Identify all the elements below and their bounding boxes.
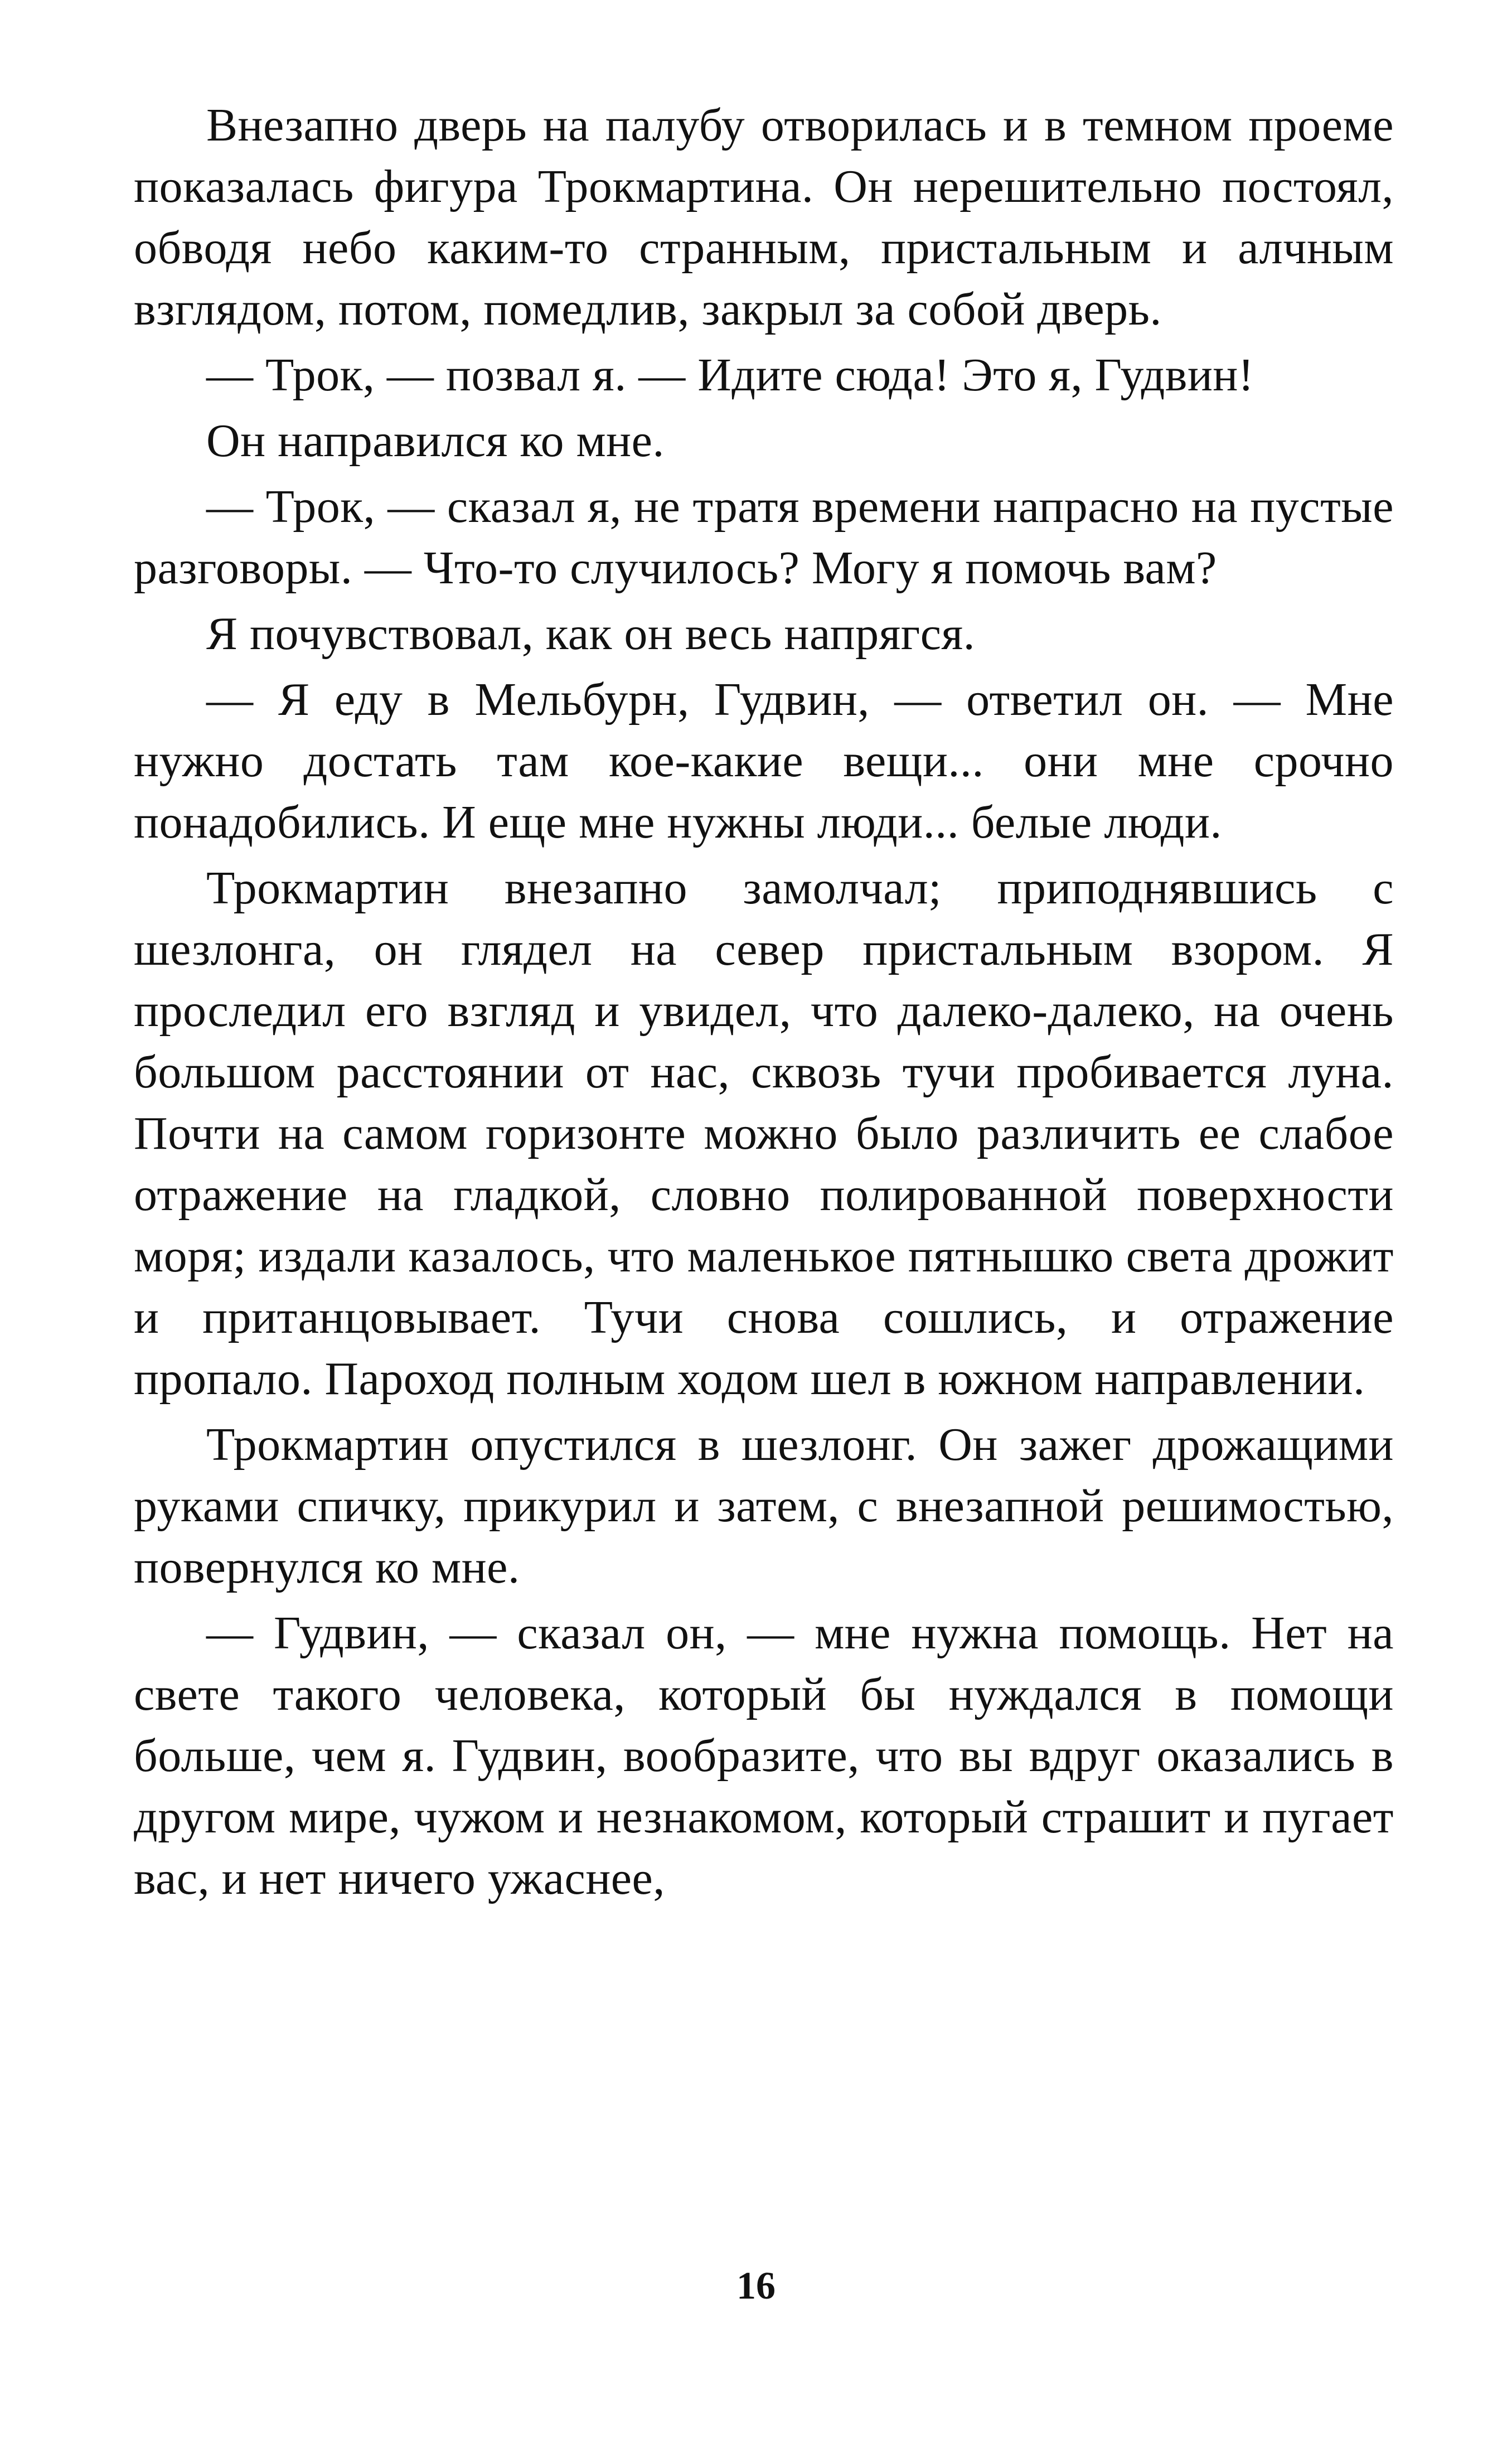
paragraph-8: Трокмартин опустился в шезлонг. Он зажег дрожащими руками спичку, прикурил и затем, с внезапной решимостью, повернулся ко мне. <box>134 1419 1394 1593</box>
paragraph-2: — Трок, — позвал я. — Идите сюда! Это я, Гудвин! <box>206 349 1254 401</box>
paragraph-3: Он направился ко мне. <box>206 415 665 467</box>
paragraph-5: Я почувствовал, как он весь напрягся. <box>206 608 976 660</box>
paragraph-4: — Трок, — сказал я, не тратя времени напрасно на пустые разговоры. — Что-то случилось? Могу я помочь вам? <box>134 481 1394 594</box>
paragraph-6: — Я еду в Мельбурн, Гудвин, — ответил он. — Мне нужно достать там кое-какие вещи... они мне срочно понадобились. И еще мне нужны люди... белые люди. <box>134 674 1394 848</box>
paragraph-1: Внезапно дверь на палубу отворилась и в темном проеме показалась фигура Трокмартина. Он нерешительно постоял, обводя небо каким-то странным, пристальным и алчным взглядом, потом, помедлив, закрыл за собой дверь. <box>134 99 1394 335</box>
paragraph-7: Трокмартин внезапно замолчал; приподнявшись с шезлонга, он глядел на север пристальным взором. Я проследил его взгляд и увидел, что далеко-далеко, на очень большом расстоянии от нас, сквозь тучи пробивается луна. Почти на самом горизонте можно было различить ее слабое отражение на гладкой, словно полированной поверхности моря; издали казалось, что маленькое пятнышко света дрожит и пританцовывает. Тучи снова сошлись, и отражение пропало. Пароход полным ходом шел в южном направлении. <box>134 862 1394 1405</box>
paragraph-9: — Гудвин, — сказал он, — мне нужна помощь. Нет на свете такого человека, который бы нуждался в помощи больше, чем я. Гудвин, вообразите, что вы вдруг оказались в другом мире, чужом и незнакомом, который страшит и пугает вас, и нет ничего ужаснее, <box>134 1607 1394 1904</box>
page-number: 16 <box>736 2265 776 2308</box>
page-body <box>134 95 1394 1914</box>
